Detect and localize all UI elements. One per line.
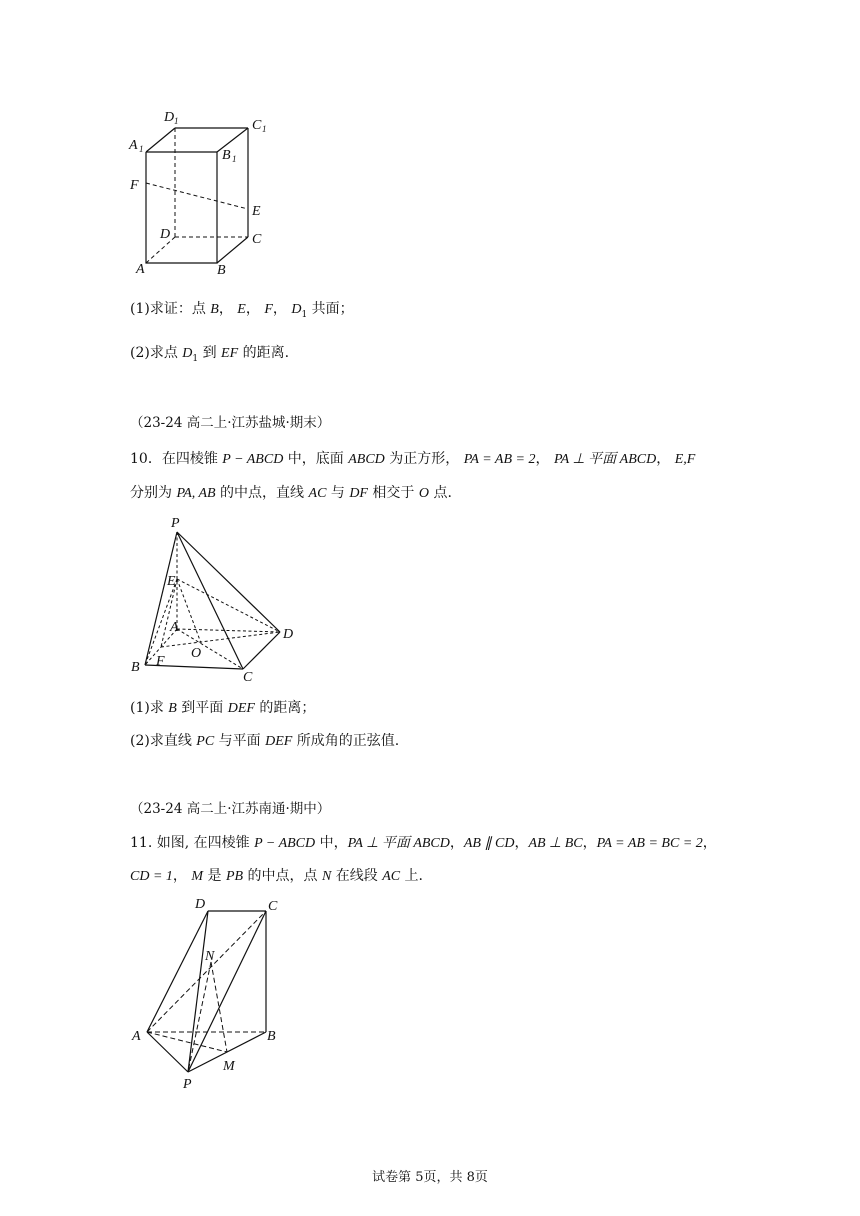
- label-p: P: [183, 1077, 192, 1092]
- label-e: E: [252, 204, 261, 219]
- label-b: B: [267, 1029, 276, 1044]
- segment-ac: [147, 911, 266, 1032]
- q9-p1-b: B: [210, 302, 219, 317]
- label-b: B: [217, 263, 226, 278]
- q10-l1-mid3: ，: [535, 451, 554, 467]
- q10-p1-b: B: [168, 701, 177, 716]
- q10-p2-def: DEF: [265, 734, 293, 749]
- label-a: A: [136, 262, 145, 277]
- q10-l1-pabcd: P − ABCD: [222, 452, 284, 467]
- q10-stem-line2: [130, 483, 452, 504]
- q11-stem-line2: [130, 866, 423, 887]
- box-figure: [120, 105, 280, 280]
- label-a: A: [132, 1029, 141, 1044]
- q9-p2-post: 的距离.: [238, 345, 290, 361]
- segment-fe: [146, 183, 248, 209]
- q11-l1-eq: PA = AB = BC = 2: [596, 836, 703, 851]
- q10-l1-perp: PA ⊥ 平面 ABCD: [553, 452, 657, 467]
- label-d: D: [283, 627, 294, 642]
- label-d1: D: [164, 110, 175, 125]
- q9-p2-pre: (2)求点: [130, 345, 183, 361]
- edge-pd: [188, 911, 208, 1072]
- q10-l2-post: 点.: [429, 485, 452, 501]
- q10-l1-eq: PA = AB = 2: [463, 452, 536, 467]
- q10-l1-num: 10．在四棱锥: [130, 451, 223, 467]
- q10-l1-mid4: ，: [656, 451, 675, 467]
- q9-p1-e: E: [237, 302, 246, 317]
- q11-l1-c4: ，: [582, 835, 597, 851]
- edge-a1d1: [146, 128, 175, 152]
- q10-l2-mid: 的中点，直线: [215, 485, 309, 501]
- pyramid-figure-q10: [125, 515, 305, 685]
- q9-part1: [130, 299, 354, 325]
- q11-l1-par: AB ∥ CD: [463, 836, 515, 851]
- q9-p1-d1: D: [291, 302, 302, 317]
- label-o: O: [191, 646, 202, 661]
- q11-l2-m: M: [191, 869, 204, 884]
- q10-p2-pc: PC: [196, 734, 215, 749]
- q11-l1-perp2: AB ⊥ BC: [528, 836, 583, 851]
- q11-l2-mid3: 在线段: [331, 868, 383, 884]
- label-c1-sub: 1: [262, 124, 267, 134]
- label-f: F: [130, 178, 139, 193]
- edge-pc: [188, 911, 266, 1072]
- label-f: F: [156, 654, 165, 669]
- edge-da: [147, 911, 208, 1032]
- q10-source: （23-24 高二上·江苏盐城·期末）: [130, 415, 331, 431]
- label-m: M: [223, 1059, 235, 1074]
- q10-l1-mid1: 中，底面: [283, 451, 349, 467]
- label-p: P: [171, 516, 180, 531]
- q10-l2-mid2: 与: [326, 485, 350, 501]
- label-b: B: [131, 660, 140, 675]
- q10-p2-mid: 与平面: [214, 733, 266, 749]
- q10-part1: [130, 698, 315, 719]
- q11-l1-pabcd: P − ABCD: [254, 836, 316, 851]
- label-a1-sub: 1: [139, 144, 144, 154]
- label-d1-sub: 1: [174, 116, 179, 126]
- q9-p1-post: 共面；: [307, 301, 354, 317]
- q9-p2-d1: D: [182, 346, 193, 361]
- q9-part2: [130, 343, 289, 369]
- q11-l2-n: N: [321, 869, 332, 884]
- q9-p1-sep2: ，: [245, 301, 265, 317]
- q9-p2-d1-sub: 1: [192, 353, 199, 364]
- segment-am: [147, 1032, 227, 1052]
- q11-l2-cd: CD = 1: [130, 869, 173, 884]
- front-face: [146, 152, 217, 263]
- label-d: D: [195, 897, 206, 912]
- edge-pc: [177, 532, 243, 669]
- q9-p1-sep3: ，: [272, 301, 292, 317]
- q10-p1-mid: 到平面: [176, 700, 228, 716]
- page-footer: 试卷第 5页，共 8页: [372, 1170, 488, 1185]
- q10-l2-mid3: 相交于: [367, 485, 419, 501]
- q11-l1-c2: ，: [449, 835, 464, 851]
- segment-eo: [177, 579, 201, 643]
- edge-cd: [243, 632, 280, 669]
- q10-l2-o: O: [418, 486, 430, 501]
- q11-l2-post: 上.: [400, 868, 423, 884]
- q11-l2-c1: ，: [172, 868, 192, 884]
- q11-stem-line1: [130, 833, 717, 854]
- q11-l1-num: 11. 如图, 在四棱锥: [130, 835, 255, 851]
- q9-p1-d1-sub: 1: [301, 309, 308, 320]
- edge-ad-hidden: [177, 629, 280, 632]
- label-c: C: [243, 670, 253, 685]
- edge-pd: [177, 532, 280, 632]
- q10-l2-df: DF: [349, 486, 368, 501]
- q10-p2-post: 所成角的正弦值.: [292, 733, 400, 749]
- q10-l2-pre: 分别为: [130, 485, 177, 501]
- q10-l1-mid2: 为正方形，: [384, 451, 464, 467]
- pyramid-figure-q11: [125, 892, 295, 1092]
- q10-l1-ef: E,F: [674, 452, 696, 467]
- segment-fd: [161, 632, 280, 647]
- q11-l1-perp: PA ⊥ 平面 ABCD: [347, 836, 450, 851]
- q10-p1-def: DEF: [227, 701, 255, 716]
- label-b1-sub: 1: [232, 154, 237, 164]
- label-c1: C: [252, 118, 262, 133]
- q10-l2-ac: AC: [308, 486, 327, 501]
- q10-stem-line1: [130, 449, 695, 470]
- label-d: D: [160, 227, 171, 242]
- q11-source: （23-24 高二上·江苏南通·期中）: [130, 801, 331, 817]
- q10-p1-post: 的距离；: [254, 700, 316, 716]
- label-c: C: [268, 899, 278, 914]
- q10-part2: [130, 731, 399, 752]
- label-b1: B: [222, 148, 231, 163]
- q11-l1-c3: ，: [514, 835, 529, 851]
- edge-bc: [217, 237, 248, 263]
- q11-l2-mid: 是: [203, 868, 226, 884]
- q9-p1-sep1: ，: [218, 301, 238, 317]
- q10-l2-paab: PA, AB: [176, 486, 216, 501]
- label-a: A: [170, 620, 179, 635]
- q11-l2-mid2: 的中点，点: [243, 868, 322, 884]
- q11-l2-pb: PB: [225, 869, 244, 884]
- segment-ed: [177, 579, 280, 632]
- q9-p1-f: F: [264, 302, 273, 317]
- q11-l2-ac: AC: [382, 869, 401, 884]
- q10-l1-abcd: ABCD: [348, 452, 385, 467]
- label-a1: A: [129, 138, 138, 153]
- q11-l1-c5: ，: [702, 835, 717, 851]
- q9-p1-pre: (1)求证：点: [130, 301, 211, 317]
- label-e: E: [167, 574, 176, 589]
- q9-p2-mid: 到: [198, 345, 222, 361]
- q10-p1-pre: (1)求: [130, 700, 169, 716]
- edge-ap: [147, 1032, 188, 1072]
- label-n: N: [205, 949, 215, 964]
- label-c: C: [252, 232, 262, 247]
- q10-p2-pre: (2)求直线: [130, 733, 197, 749]
- q9-p2-ef: EF: [221, 346, 239, 361]
- q11-l1-c1: 中，: [315, 835, 348, 851]
